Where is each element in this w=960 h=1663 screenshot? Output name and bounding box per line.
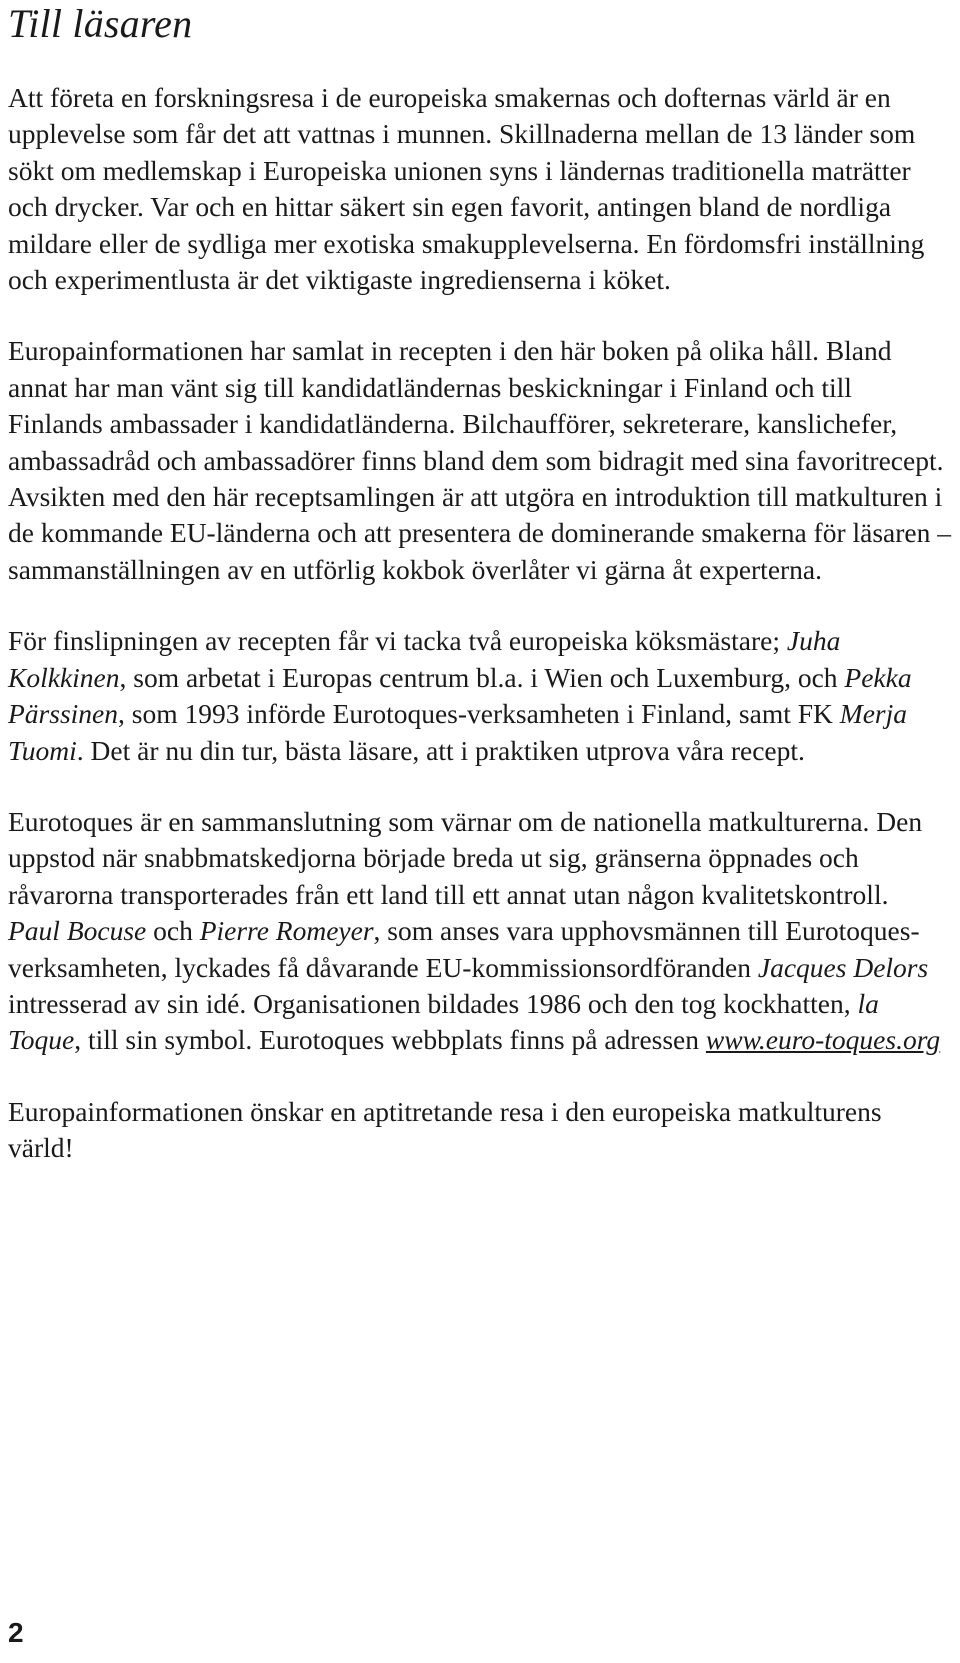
thanks-text-3: , som 1993 införde Eurotoques-verksamheten i Finland, samt FK: [118, 698, 840, 730]
founders-text-2: , som anses vara upphovsmännen till Eurotoques-verksamheten, lyckades få dåvarande EU-kommissionsordföranden: [8, 915, 920, 983]
thanks-text-2: , som arbetat i Europas centrum bl.a. i Wien och Luxemburg, och: [119, 661, 845, 693]
founders-text-3: intresserad av sin idé. Organisationen bildades 1986 och den tog kockhatten,: [8, 987, 858, 1019]
body-text: [8, 80, 952, 1167]
thanks-text-4: . Det är nu din tur, bästa läsare, att i praktiken utprova våra recept.: [76, 734, 805, 766]
name-la-toque: la Toque: [8, 987, 879, 1056]
thanks-text-1: För finslipningen av recepten får vi tacka två europeiska köksmästare;: [8, 625, 787, 657]
paragraph-recipes-collected: Europainformationen har samlat in recepten i den här boken på olika håll. Bland annat har man vänt sig till kandidatländernas beskickningar i Finland och till Finlands ambassader i kandidatländerna. Bilchaufförer, sekreterare, kanslichefer, ambassadråd och ambassadörer finns bland dem som bidragit med sina favoritrecept.: [8, 335, 944, 476]
name-bocuse: Paul Bocuse: [8, 915, 147, 947]
page-number: 2: [8, 1617, 24, 1648]
chef-name-kolkkinen: Juha Kolkkinen: [8, 625, 841, 693]
name-tuomi: Merja Tuomi: [8, 698, 907, 766]
paragraph-thanks: [8, 623, 952, 769]
founders-text-4: , till sin symbol. Eurotoques webbplats finns på adressen: [74, 1024, 706, 1056]
paragraph-purpose: Avsikten med den här receptsamlingen är att utgöra en introduktion till matkulturen i de kommande EU-länderna och att presentera de dominerande smakerna för läsaren – sammanställningen av en utförlig kokbok överlåter vi gärna åt experterna.: [8, 481, 951, 585]
paragraph-founders: [8, 913, 952, 1059]
name-delors: Jacques Delors: [757, 951, 929, 983]
founders-text-1: och: [146, 915, 200, 947]
chef-name-parssinen: Pekka Pärssinen: [8, 661, 912, 730]
eurotoques-link[interactable]: www.euro-toques.org: [705, 1024, 941, 1056]
page-title: Till läsaren: [8, 1, 193, 46]
paragraph-intro: Att företa en forskningsresa i de europeiska smakernas och dofternas värld är en upplevelse som får det att vattnas i munnen. Skillnaderna mellan de 13 länder som sökt om medlemskap i Europeiska unionen syns i ländernas traditionella maträtter och drycker. Var och en hittar säkert sin egen favorit, antingen bland de nordliga mildare eller de sydliga mer exotiska smakupplevelserna. En fördomsfri inställning och experimentlusta är det viktigaste ingredienserna i köket.: [8, 82, 925, 296]
paragraph-closing: Europainformationen önskar en aptitretande resa i den europeiska matkulturens värld!: [8, 1095, 882, 1164]
name-romeyer: Pierre Romeyer: [199, 915, 374, 947]
paragraph-eurotoques: Eurotoques är en sammanslutning som värnar om de nationella matkulturerna. Den uppstod när snabbmatskedjorna började breda ut sig, gränserna öppnades och råvarorna transporterades från ett land till ett annat utan någon kvalitetskontroll.: [8, 805, 923, 910]
